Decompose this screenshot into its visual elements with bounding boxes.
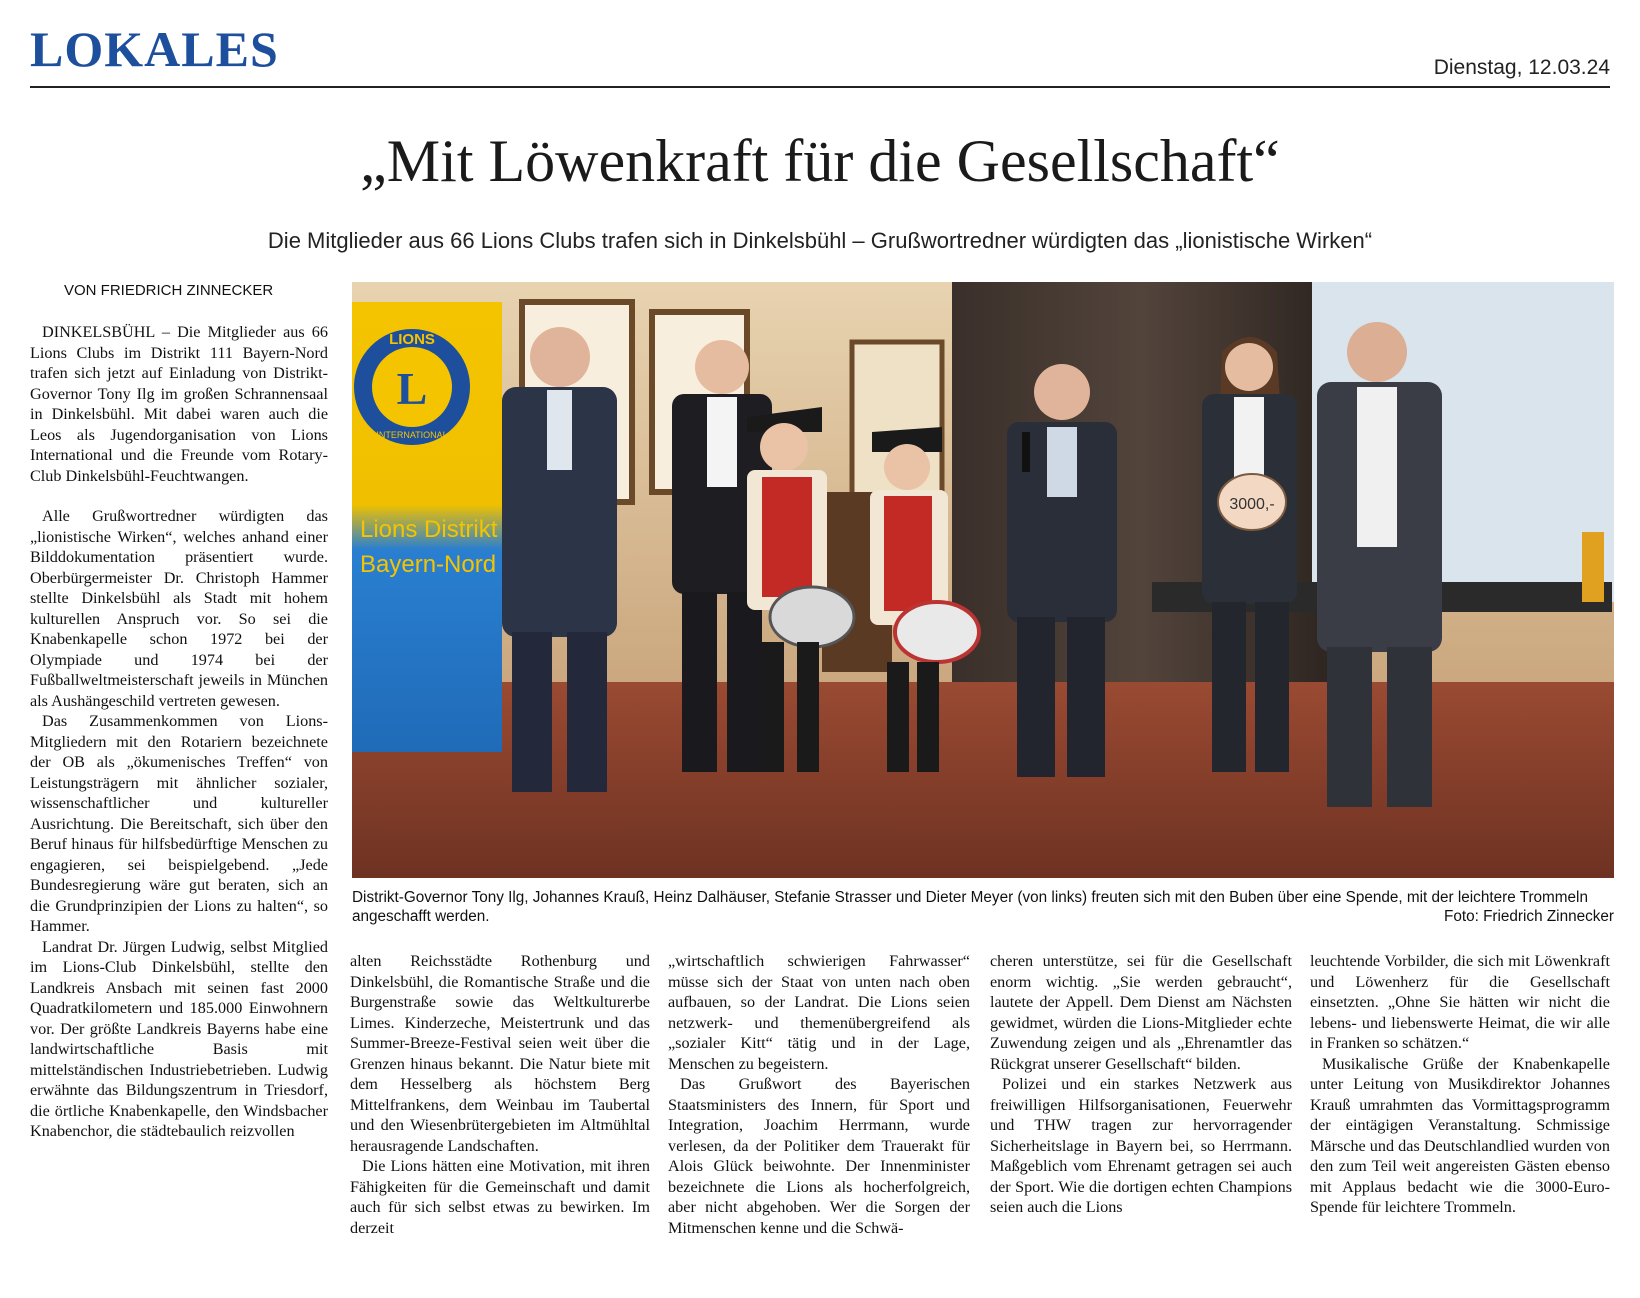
article-photo	[352, 282, 1614, 878]
paragraph: Landrat Dr. Jürgen Ludwig, selbst Mitglied im Lions-Club Dinkelsbühl, stellte den Landkreis Ansbach mit seinen fast 2000 Quadratkilometern und 185.000 Einwohnern vor. Der größte Landkreis Bayerns habe eine landwirtschaftliche Basis mit mittelständischen Industriebetrieben. Ludwig erwähnte das Bildungszentrum in Triesdorf, die örtliche Knabenkapelle, den Windsbacher Knabenchor, die städtebaulich reizvollen	[30, 937, 328, 1140]
banner-letter: L	[396, 363, 428, 414]
article-headline: „Mit Löwenkraft für die Gesellschaft“	[360, 128, 1280, 194]
banner-international: INTERNATIONAL	[376, 430, 448, 440]
donation-sign: 3000,-	[1229, 496, 1275, 513]
text-column-3	[668, 951, 970, 1238]
text-column-1	[30, 322, 328, 1290]
text-column-5	[1310, 951, 1610, 1218]
photo-credit: Foto: Friedrich Zinnecker	[1443, 908, 1614, 925]
paragraph: leuchtende Vorbilder, die sich mit Löwenkraft und Löwenherz für die Gesellschaft einsetzten. „Ohne Sie hätten wir nicht die lebens- und liebenswerte Heimat, die wir alle in Franken so schätzen.“	[1310, 952, 1610, 1052]
article-byline: VON FRIEDRICH ZINNECKER	[64, 282, 274, 299]
article-subheadline: Die Mitglieder aus 66 Lions Clubs trafen sich in Dinkelsbühl – Grußwortredner würdigten das „lionistische Wirken“	[267, 228, 1373, 253]
paragraph: alten Reichsstädte Rothenburg und Dinkelsbühl, die Romantische Straße und die Burgenstraße sowie das Weltkulturerbe Limes. Kinderzeche, Meistertrunk und das Summer-Breeze-Festival seien weit über die Grenzen hinaus bekannt. Die Natur biete mit dem Hesselberg als höchstem Berg Mittelfrankens, dem Weinbau im Taubertal und den Wiesenbrütergebieten im Altmühltal herausragende Landschaften.	[350, 952, 650, 1155]
paragraph: Das Grußwort des Bayerischen Staatsministers des Innern, für Sport und Integration, Joachim Herrmann, wurde verlesen, da der Politiker dem Trauerakt für Alois Glück beiwohnte. Der Innenminister bezeichnete die Lions als hocherfolgreich, aber nicht abgehoben. Wer die Sorgen der Mitmenschen kenne und die Schwä-	[668, 1075, 970, 1237]
section-title: LOKALES	[30, 21, 279, 77]
banner-lions: LIONS	[389, 331, 435, 348]
paragraph: Alle Grußwortredner würdigten das „lionistische Wirken“, welches anhand einer Bilddokumentation präsentiert wurde. Oberbürgermeister Dr. Christoph Hammer stellte Dinkelsbühl als Stadt mit hohem kulturellen Anspruch vor. So sei die Knabenkapelle schon 1972 bei der Olympiade und 1974 bei der Fußballweltmeisterschaft jeweils in München als Aushängeschild vertreten gewesen.	[30, 507, 328, 710]
caption-text: Distrikt-Governor Tony Ilg, Johannes Krauß, Heinz Dalhäuser, Stefanie Strasser und Dieter Meyer (von links) freuten sich mit den Buben über eine Spende, mit der leichtere Trommeln angeschafft werden.	[352, 889, 1588, 925]
text-column-2	[350, 951, 650, 1238]
issue-date: Dienstag, 12.03.24	[1433, 56, 1610, 79]
paragraph: Musikalische Grüße der Knabenkapelle unter Leitung von Musikdirektor Johannes Krauß umrahmten das Vormittagsprogramm der eintägigen Veranstaltung. Schmissige Märsche und das Deutschlandlied wurden von den zum Teil weit angereisten Gästen ebenso mit Applaus bedacht wie die 3000-Euro-Spende für leichtere Trommeln.	[1310, 1054, 1610, 1216]
banner-line1: Lions Distrikt	[360, 516, 498, 543]
header-rule	[30, 86, 1610, 88]
paragraph: DINKELSBÜHL – Die Mitglieder aus 66 Lions Clubs im Distrikt 111 Bayern-Nord trafen sich jetzt auf Einladung von Distrikt-Governor Tony Ilg im großen Schrannensaal in Dinkelsbühl. Mit dabei waren auch die Leos als Jugendorganisation von Lions International und die Freunde vom Rotary-Club Dinkelsbühl-Feuchtwangen.	[30, 323, 328, 485]
paragraph: cheren unterstütze, sei für die Gesellschaft enorm wichtig. „Sie werden gebraucht“, lautete der Appell. Dem Dienst am Nächsten gewidmet, würden die Lions-Mitglieder echte Zuwendung zeigen und als „Ehrenamtler das Rückgrat unserer Gesellschaft“ bilden.	[990, 952, 1292, 1073]
paragraph: Polizei und ein starkes Netzwerk aus freiwilligen Hilfsorganisationen, Feuerwehr und THW tragen zur hervorragender Sicherheitslage in Bayern bei, so Herrmann. Maßgeblich vom Ehrenamt getragen sei auch der Sport. Wie die dortigen echten Champions seien auch die Lions	[990, 1075, 1292, 1216]
photo-caption	[352, 888, 1614, 926]
paragraph: Die Lions hätten eine Motivation, mit ihren Fähigkeiten für die Gemeinschaft und damit auch für sich selbst etwas zu bewirken. Im derzeit	[350, 1157, 650, 1237]
paragraph: Das Zusammenkommen von Lions-Mitgliedern mit den Rotariern bezeichnete der OB als „ökumenisches Treffen“ von Leistungsträgern mit ähnlicher sozialer, wissenschaftlicher und kultureller Ausrichtung. Die Bereitschaft, sich über den Beruf hinaus für hilfsbedürftige Menschen zu engagieren, sei beispielgebend. „Jede Bundesregierung wäre gut beraten, sich an die Grundprinzipien der Lions zu halten“, so Hammer.	[30, 712, 328, 935]
banner-line2: Bayern-Nord	[360, 551, 497, 578]
paragraph: „wirtschaftlich schwierigen Fahrwasser“ müsse sich der Staat von unten nach oben aufbauen, so der Landrat. Die Lions seien netzwerk- und themenübergreifend als „sozialer Kitt“ tätig und in der Lage, Menschen zu begeistern.	[668, 952, 970, 1073]
text-column-4	[990, 951, 1292, 1218]
